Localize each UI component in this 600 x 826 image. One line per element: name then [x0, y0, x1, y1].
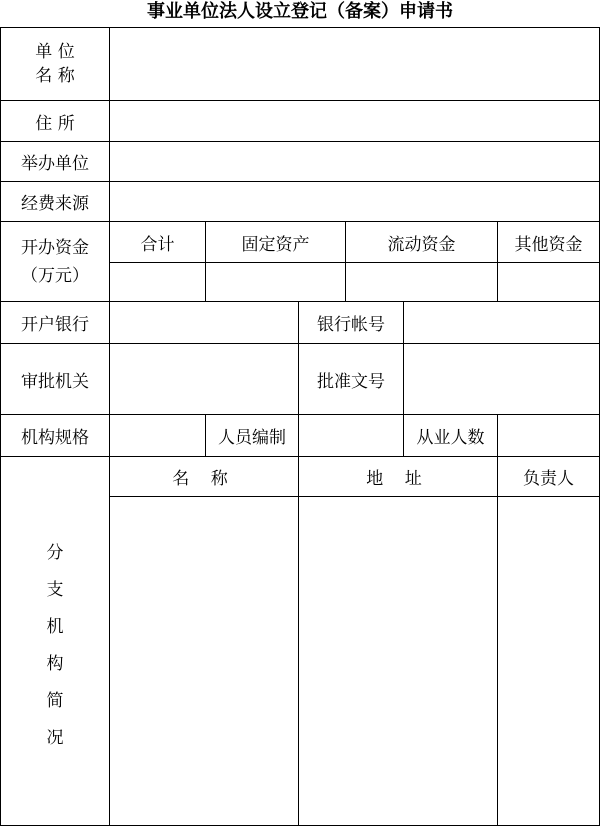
funding-source-label: 经费来源 — [21, 194, 89, 214]
branch-col-address: 地 址 — [366, 469, 430, 489]
funding-source-field[interactable] — [110, 182, 599, 221]
branch-name-field[interactable] — [110, 497, 298, 825]
approval-doc-field[interactable] — [404, 344, 599, 414]
capital-col-fixed: 固定资产 — [241, 234, 310, 255]
address-field[interactable] — [110, 101, 599, 141]
capital-fixed-field[interactable] — [206, 263, 345, 301]
bank-label: 开户银行 — [21, 315, 89, 335]
sponsor-label: 举办单位 — [21, 154, 89, 174]
org-spec-label: 机构规格 — [21, 428, 89, 448]
employees-label: 从业人数 — [416, 428, 485, 448]
unit-name-label-line2: 名 称 — [35, 65, 75, 86]
capital-col-current: 流动资金 — [387, 234, 456, 255]
capital-current-field[interactable] — [346, 263, 497, 301]
branch-col-name: 名 称 — [172, 469, 236, 489]
capital-label — [0, 222, 110, 301]
capital-col-other: 其他资金 — [514, 234, 583, 255]
account-label: 银行帐号 — [317, 315, 385, 335]
branch-address-field[interactable] — [299, 497, 497, 825]
unit-name-label-line1: 单 位 — [35, 41, 75, 62]
employees-field[interactable] — [498, 415, 599, 456]
sponsor-field[interactable] — [110, 142, 599, 181]
bank-field[interactable] — [110, 302, 298, 343]
staffing-label: 人员编制 — [218, 428, 286, 448]
approval-authority-field[interactable] — [110, 344, 298, 414]
branch-section-label — [0, 457, 110, 825]
branch-label-char: 分 — [46, 543, 64, 563]
branch-label-char: 机 — [46, 617, 64, 637]
capital-other-field[interactable] — [498, 263, 599, 301]
approval-doc-label: 批准文号 — [317, 371, 385, 392]
capital-total-field[interactable] — [110, 263, 205, 301]
capital-label-line1: 开办资金 — [21, 237, 89, 258]
branch-head-field[interactable] — [498, 497, 599, 825]
branch-label-char: 支 — [46, 580, 64, 600]
staffing-field[interactable] — [299, 415, 403, 456]
branch-label-char: 况 — [46, 728, 64, 748]
unit-name-label — [0, 27, 110, 100]
account-field[interactable] — [404, 302, 599, 343]
capital-col-total: 合计 — [140, 234, 175, 255]
address-label: 住 所 — [35, 113, 75, 134]
application-form — [0, 27, 600, 826]
branch-label-char: 构 — [46, 654, 64, 674]
approval-authority-label: 审批机关 — [21, 371, 89, 392]
unit-name-field[interactable] — [110, 28, 599, 100]
branch-label-char: 简 — [46, 691, 64, 711]
page-title: 事业单位法人设立登记（备案）申请书 — [147, 1, 453, 22]
branch-col-head: 负责人 — [523, 469, 574, 489]
capital-label-line2: （万元） — [21, 265, 89, 286]
org-spec-field[interactable] — [110, 415, 205, 456]
